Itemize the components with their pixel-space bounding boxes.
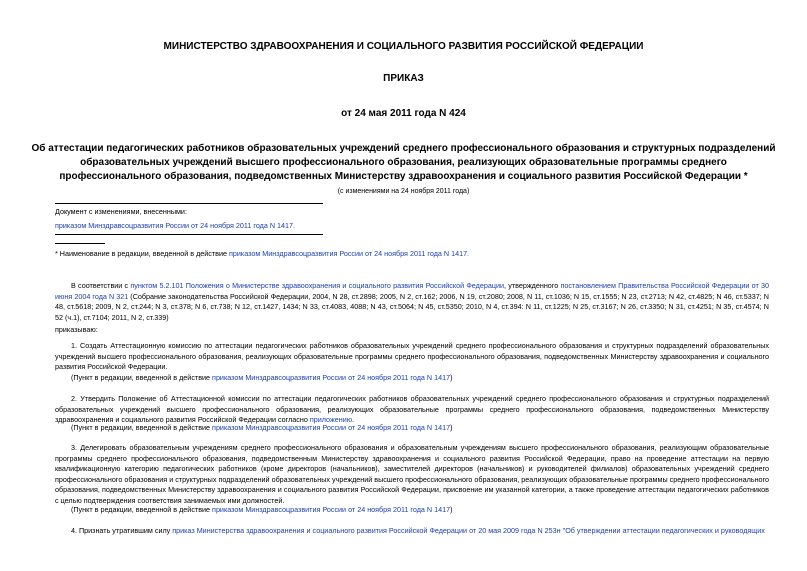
footnote: * Наименование в редакции, введенной в действие приказом Минздравсоцразвития России от 24 ноября 2011 года N 1417. (55, 249, 470, 258)
preamble-paragraph: В соответствии с пунктом 5.2.101 Положения о Министерстве здравоохранения и социального развития Российской Федерации, утвержденного постановлением Правительства Российской Федерации от 30 июня 2004 года N 321 (Собрание законодательства Российской Федерации, 2004, N 28, ст.2898; 2005, N 2, ст.162; 2006, N 19, ст.2080; 2008, N 11, ст.1036; N 15, ст.1555; N 23, ст.2713; N 42, ст.4825; N 46, ст.5337; N 48, ст.5618; 2009, N 2, ст.244; N 3, ст.378; N 6, ст.738; N 12, ст.1427, 1434; N 33, ст.4083, 4088; N 43, ст.5064; N 45, ст.5350; 2010, N 4, ст.394: N 11, ст.1225; N 25, ст.3167; N 26, ст.3350; N 31, ст.4251; N 35, ст.4574; N 52 (ч.1), ст.7104; 2011, N 2, ст.339) (55, 281, 770, 322)
amendment-intro: Документ с изменениями, внесенными: (55, 207, 187, 216)
orders-word: приказываю: (55, 325, 98, 334)
order-title: Об аттестации педагогических работников образовательных учреждений среднего профессионального образования и структурных подразделений образовательных учреждений высшего профессионального образования, реализующих образовательные программы среднего профессионального образования, подведомственных Министерству здравоохранения и социального развития Российской Федерации * (31, 143, 776, 182)
order-heading: ПРИКАЗ (383, 73, 424, 84)
item-3-note-link[interactable]: приказом Минздравсоцразвития России от 24 ноября 2011 года N 1417 (212, 505, 451, 514)
item-3-note: (Пункт в редакции, введенной в действие приказом Минздравсоцразвития России от 24 ноября 2011 года N 1417) (71, 505, 453, 514)
item-1-note: (Пункт в редакции, введенной в действие приказом Минздравсоцразвития России от 24 ноября 2011 года N 1417) (71, 373, 453, 382)
regulation-link[interactable]: пунктом 5.2.101 Положения о Министерстве здравоохранения и социального развития Российской Федерации (130, 281, 504, 290)
repealed-order-link[interactable]: приказ Министерства здравоохранения и социального развития Российской Федерации от 20 мая 2009 года N 253н "Об утверждении аттестации педагогических и руководящих (172, 526, 765, 535)
footnote-link[interactable]: приказом Минздравсоцразвития России от 24 ноября 2011 года N 1417. (229, 249, 470, 258)
item-2-note-link[interactable]: приказом Минздравсоцразвития России от 24 ноября 2011 года N 1417 (212, 423, 451, 432)
item-1: 1. Создать Аттестационную комиссию по аттестации педагогических работников образовательных учреждений среднего профессионального образования и структурных подразделений образовательных учреждений высшего профессионального образования, реализующих образовательные программы среднего профессионального образования, подведомственных Министерству здравоохранения и социального развития Российской Федерации. (55, 341, 769, 372)
item-1-note-link[interactable]: приказом Минздравсоцразвития России от 24 ноября 2011 года N 1417 (212, 373, 451, 382)
amendment-link[interactable]: приказом Минздравсоцразвития России от 24 ноября 2011 года N 1417. (55, 220, 296, 230)
divider-line (55, 203, 323, 204)
changes-note: (с изменениями на 24 ноября 2011 года) (337, 188, 470, 195)
government-decree-link[interactable]: постановлением Правительства Российской Федерации от 30 июня 2004 года N 321 (55, 281, 769, 301)
item-3: 3. Делегировать образовательным учреждениям среднего профессионального образования и образовательным учреждениям высшего профессионального образования, реализующим образовательные программы среднего профессионального образования, подведомственным Министерству здравоохранения и социального развития Российской Федерации, право на проведение аттестации на первую квалификационную категорию педагогических работников (кроме директоров (начальников), заместителей директоров (начальников) и руководителей филиалов) образовательных учреждений среднего профессионального образования и структурных подразделений образовательных учреждений высшего профессионального образования, реализующих образовательные программы среднего профессионального образования, подведомственных Министерству здравоохранения и социального развития Российской Федерации, присвоение им указанной категории, а также проведение аттестации педагогических работников с целью подтверждения соответствия занимаемых ими должностей. (55, 443, 769, 505)
ministry-heading: МИНИСТЕРСТВО ЗДРАВООХРАНЕНИЯ И СОЦИАЛЬНОГО РАЗВИТИЯ РОССИЙСКОЙ ФЕДЕРАЦИИ (163, 41, 644, 52)
amendment-box (55, 207, 295, 231)
divider-line (55, 234, 323, 235)
item-4: 4. Признать утратившим силу приказ Министерства здравоохранения и социального развития Российской Федерации от 20 мая 2009 года N 253н "Об утверждении аттестации педагогических и руководящих (71, 526, 765, 535)
order-date-number: от 24 мая 2011 года N 424 (341, 108, 466, 119)
item-2: 2. Утвердить Положение об Аттестационной комиссии по аттестации педагогических работников образовательных учреждений среднего профессионального образования и структурных подразделений образовательных учреждений высшего профессионального образования, реализующих образовательные программы среднего профессионального образования, подведомственных Министерству здравоохранения и социального развития Российской Федерации согласно приложению. (55, 394, 769, 425)
appendix-link[interactable]: приложению (309, 415, 353, 425)
footnote-rule (55, 243, 105, 244)
item-2-note: (Пункт в редакции, введенной в действие приказом Минздравсоцразвития России от 24 ноября 2011 года N 1417) (71, 423, 453, 432)
